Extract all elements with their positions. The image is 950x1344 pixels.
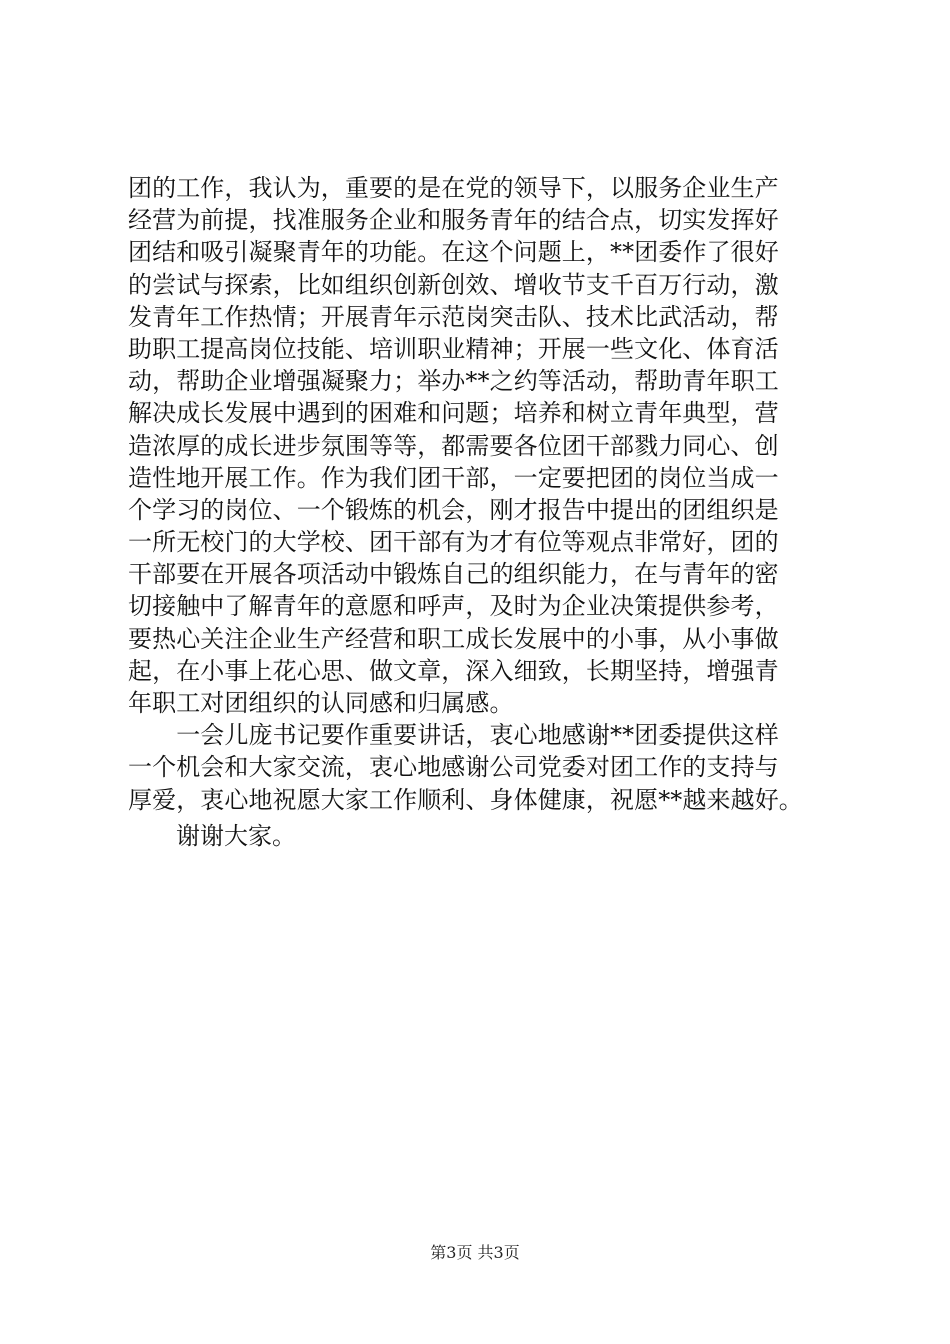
text-line: 经营为前提，找准服务企业和服务青年的结合点，切实发挥好 (128, 206, 779, 235)
text-line: 发青年工作热情；开展青年示范岗突击队、技术比武活动，帮 (128, 302, 779, 331)
text-line: 个学习的岗位、一个锻炼的机会，刚才报告中提出的团组织是 (128, 495, 779, 524)
closing-remark: 谢谢大家。 (176, 822, 296, 850)
text-line: 团结和吸引凝聚青年的功能。在这个问题上，**团委作了很好 (128, 238, 779, 267)
text-line: 切接触中了解青年的意愿和呼声，及时为企业决策提供参考， (128, 592, 779, 621)
text-line: 助职工提高岗位技能、培训职业精神；开展一些文化、体育活 (128, 334, 779, 363)
text-line: 造性地开展工作。作为我们团干部，一定要把团的岗位当成一 (128, 463, 779, 492)
text-line: 年职工对团组织的认同感和归属感。 (128, 689, 514, 717)
text-line: 动，帮助企业增强凝聚力；举办**之约等活动，帮助青年职工 (128, 367, 779, 396)
text-line: 解决成长发展中遇到的困难和问题；培养和树立青年典型，营 (128, 399, 779, 428)
text-line: 干部要在开展各项活动中锻炼自己的组织能力，在与青年的密 (128, 560, 779, 589)
text-line: 造浓厚的成长进步氛围等等，都需要各位团干部戮力同心、创 (128, 431, 779, 460)
text-line: 一会儿庞书记要作重要讲话，衷心地感谢**团委提供这样 (128, 721, 779, 750)
body-text (128, 172, 828, 816)
text-line: 一个机会和大家交流，衷心地感谢公司党委对团工作的支持与 (128, 753, 779, 782)
text-line: 厚爱，衷心地祝愿大家工作顺利、身体健康，祝愿**越来越好。 (128, 785, 803, 814)
text-line: 要热心关注企业生产经营和职工成长发展中的小事，从小事做 (128, 624, 779, 653)
text-line: 起，在小事上花心思、做文章，深入细致，长期坚持，增强青 (128, 656, 779, 685)
page-number-footer: 第3页 共3页 (430, 1243, 520, 1262)
text-line: 团的工作，我认为，重要的是在党的领导下，以服务企业生产 (128, 174, 779, 202)
text-line: 一所无校门的大学校、团干部有为才有位等观点非常好，团的 (128, 528, 779, 557)
text-line: 的尝试与探索，比如组织创新创效、增收节支千百万行动，激 (128, 270, 779, 299)
